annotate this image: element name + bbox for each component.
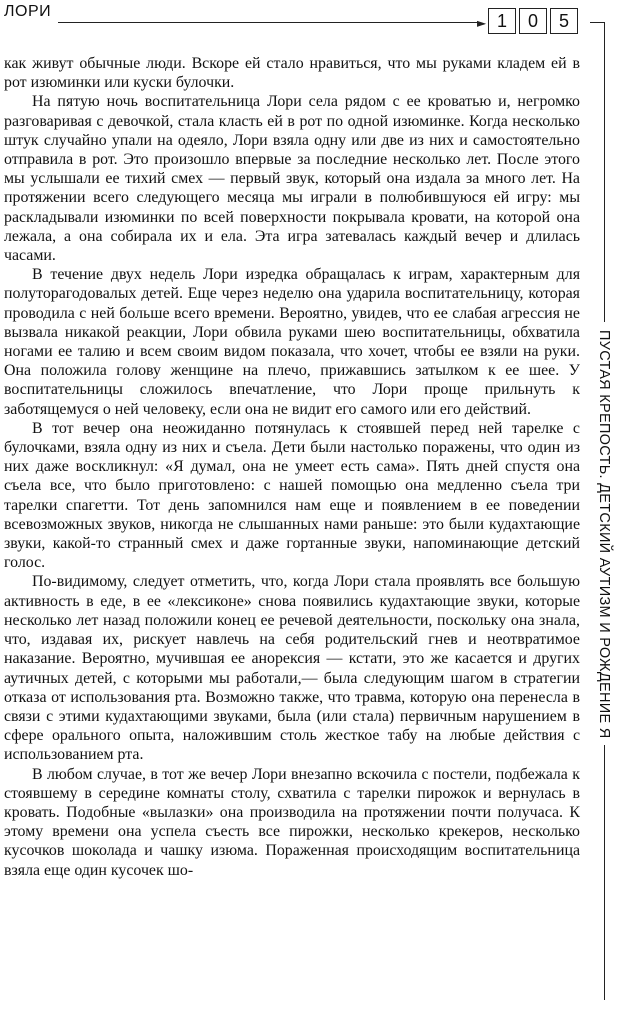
paragraph: как живут обычные люди. Вскоре ей стало нравиться, что мы руками кладем ей в рот изюминки или куски булочки. — [4, 55, 580, 92]
header-rule — [58, 22, 478, 23]
page-number — [488, 8, 586, 34]
page-number-digit: 1 — [488, 8, 516, 34]
paragraph: По-видимому, следует отметить, что, когда Лори стала проявлять все большую активность в еде, в ее «лексиконе» снова появились кудахтающие звуки, которые несколько лет назад положили конец ее речевой деятельности, поскольку она знала, что, издавая их, рискует навлечь на себя родительский гнев и неотвратимое наказание. Вероятно, мучившая ее анорексия — кстати, это же касается и других аутичных детей, с которыми мы работали,— была следующим шагом в стратегии отказа от использования рта. Возможно также, что травма, которую она перенесла в связи с этими кудахтающими звуками, была (или стала) первичным нарушением в сфере орального опыта, наложившим столь жесткое табу на любые действия с использованием рта. — [4, 573, 580, 764]
running-head-title: ЛОРИ — [4, 3, 52, 20]
paragraph: На пятую ночь воспитательница Лори села рядом с ее кроватью и, негромко разговаривая с девочкой, стала класть ей в рот по одной изюминке. Когда несколько штук случайно упали на одеяло, Лори взяла одну или две из них и самостоятельно отправила в рот. Это произошло впервые за последние несколько лет. После этого мы услышали ее тихий смех — первый звук, который она издала за много лет. На протяжении всего следующего месяца мы играли в полюбившуюся ей игру: мы раскладывали изюминки по всей поверхности покрывала кровати, на которой она лежала, а она собирала их и ела. Эта игра затевалась каждый вечер и длилась часами. — [4, 93, 580, 265]
paragraph: В течение двух недель Лори изредка обращалась к играм, характерным для полуторагодовалых детей. Еще через неделю она ударила воспитательницу, которая проводила с ней больше всего времени. Вероятно, увидев, что ее слабая агрессия не вызвала никакой реакции, Лори обвила руками шею воспитательницы, обхватила ногами ее талию и всем своим видом показала, что хочет, чтобы ее взяли на руки. Она положила голову женщине на плечо, прижавшись затылком к ее шее. У воспитательницы сложилось впечатление, что Лори проще прильнуть к заботящемуся о ней человеку, если она не видит его самого или его действий. — [4, 266, 580, 418]
body-text — [4, 54, 580, 880]
side-rule-top — [604, 22, 605, 322]
book-title-vertical: ПУСТАЯ КРЕПОСТЬ. ДЕТСКИЙ АУТИЗМ И РОЖДЕНИЕ Я — [596, 330, 612, 739]
paragraph: В тот вечер она неожиданно потянулась к стоявшей перед ней тарелке с булочками, взяла одну из них и съела. Дети были настолько поражены, что один из них даже воскликнул: «Я думал, она не умеет есть сама». Пять дней спустя она съела все, что было приготовлено: с нашей помощью она медленно съела три тарелки спагетти. Тот день запомнился нам еще и появлением в ее поведении всевозможных звуков, никогда не слышанных нами раньше: это были кудахтающие звуки, какой-то странный смех и даже гортанные звуки, напоминающие детский голос. — [4, 419, 580, 572]
arrow-right-icon: ► — [477, 16, 487, 30]
side-rule-bottom — [604, 745, 605, 1000]
paragraph: В любом случае, в тот же вечер Лори внезапно вскочила с постели, подбежала к стоявшему в середине комнаты столу, схватила с тарелки пирожок и вернулась в кровать. Подобные «вылазки» она производила на протяжении почти получаса. К этому времени она успела съесть все пирожки, несколько крекеров, несколько кусочков шоколада и чашку изюма. Пораженная происходящим воспитательница взяла еще один кусочек шо- — [4, 765, 580, 879]
page-number-digit: 0 — [519, 8, 547, 34]
page-number-digit: 5 — [550, 8, 578, 34]
header-rule-right — [590, 22, 604, 23]
